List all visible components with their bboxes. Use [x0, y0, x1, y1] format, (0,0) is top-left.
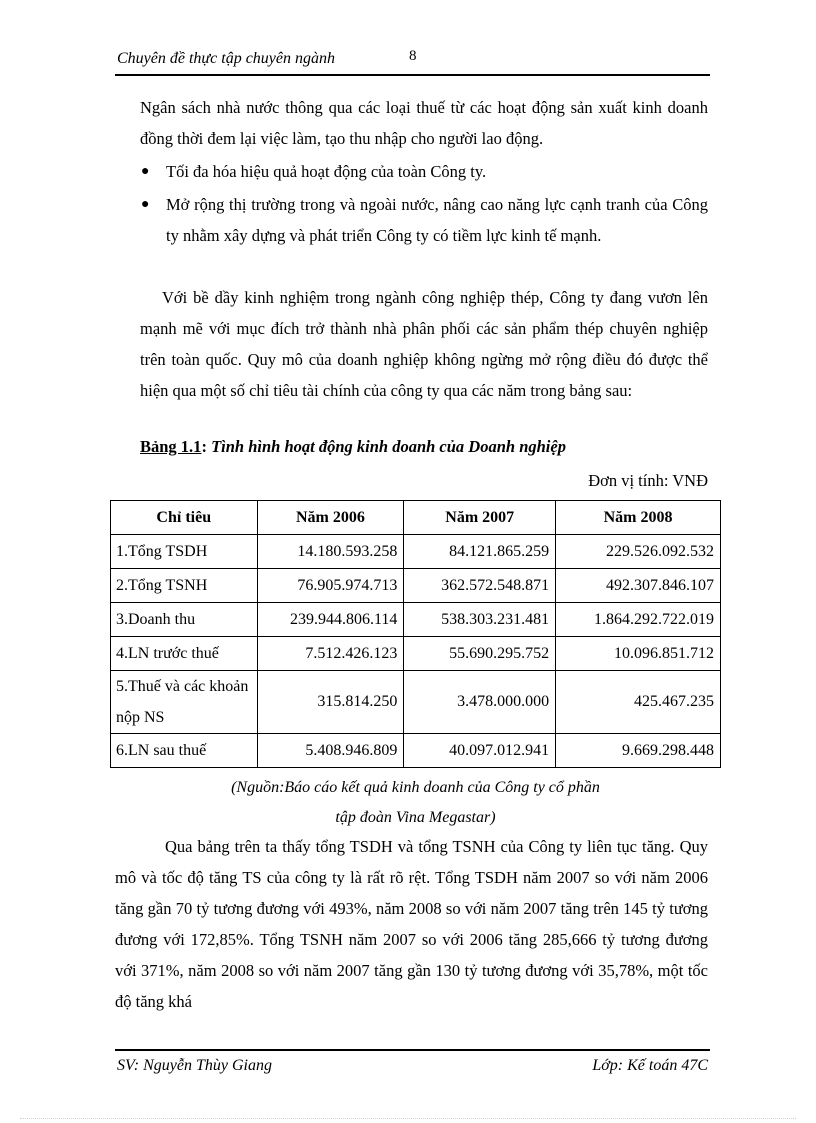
table-cell: 76.905.974.713: [257, 569, 404, 603]
table-row: [111, 734, 721, 768]
table-row: [111, 637, 721, 671]
row-label: 3.Doanh thu: [111, 603, 258, 637]
row-label: 1.Tổng TSDH: [111, 535, 258, 569]
table-cell: 5.408.946.809: [257, 734, 404, 768]
table-header-row: [111, 501, 721, 535]
column-header: Năm 2006: [257, 501, 404, 535]
bullet-icon: ●: [141, 197, 150, 212]
table-caption: [140, 437, 566, 457]
source-line: (Nguồn:Báo cáo kết quả kinh doanh của Công ty cổ phần: [231, 779, 600, 796]
table-cell: 1.864.292.722.019: [556, 603, 721, 637]
bullet-text: Tối đa hóa hiệu quả hoạt động của toàn Công ty.: [166, 162, 487, 181]
table-caption-label: Bảng 1.1: [140, 437, 202, 456]
table-cell: 3.478.000.000: [404, 671, 556, 734]
page-number: 8: [409, 48, 417, 64]
financial-table: [110, 500, 721, 768]
table-row: [111, 671, 721, 734]
table-row: [111, 535, 721, 569]
table-cell: 9.669.298.448: [556, 734, 721, 768]
table-cell: 84.121.865.259: [404, 535, 556, 569]
bullet-text: Mở rộng thị trường trong và ngoài nước, nâng cao năng lực cạnh tranh của Công ty nhằm xây dựng và phát triển Công ty có tiềm lực kinh tế mạnh.: [166, 195, 708, 245]
table-cell: 239.944.806.114: [257, 603, 404, 637]
source-line: tập đoàn Vina Megastar): [335, 809, 496, 826]
table-unit: Đơn vị tính: VNĐ: [588, 471, 708, 490]
footer-class: Lớp: Kế toán 47C: [592, 1057, 708, 1074]
table-cell: 229.526.092.532: [556, 535, 721, 569]
table-row: [111, 569, 721, 603]
table-cell: 538.303.231.481: [404, 603, 556, 637]
page-bottom-divider: [20, 1118, 796, 1119]
row-label: 5.Thuế và các khoản nộp NS: [111, 671, 258, 734]
row-label: 6.LN sau thuế: [111, 734, 258, 768]
row-label: 4.LN trước thuế: [111, 637, 258, 671]
table-cell: 315.814.250: [257, 671, 404, 734]
page-header: [115, 48, 710, 76]
table-cell: 492.307.846.107: [556, 569, 721, 603]
paragraph-experience: Với bề dầy kinh nghiệm trong ngành công nghiệp thép, Công ty đang vươn lên mạnh mẽ với mục đích trở thành nhà phân phối các sản phẩm thép chuyên nghiệp trên toàn quốc. Quy mô của doanh nghiệp không ngừng mở rộng điều đó được thể hiện qua một số chỉ tiêu tài chính của công ty qua các năm trong bảng sau:: [140, 288, 708, 400]
column-header: Năm 2007: [404, 501, 556, 535]
table-cell: 40.097.012.941: [404, 734, 556, 768]
paragraph-analysis: Qua bảng trên ta thấy tổng TSDH và tổng TSNH của Công ty liên tục tăng. Quy mô và tốc độ tăng TS của công ty là rất rõ rệt. Tổng TSDH năm 2007 so với năm 2006 tăng gần 70 tỷ tương đương với 493%, năm 2008 so với năm 2007 tăng trên 145 tỷ tương đương với 172,85%. Tổng TSNH năm 2007 so với 2006 tăng 285,666 tỷ tương đương với 371%, năm 2008 so với năm 2007 tăng gần 130 tỷ tương đương với 35,78%, một tốc độ tăng khá: [115, 837, 708, 1011]
footer-student: SV: Nguyễn Thùy Giang: [117, 1057, 272, 1074]
table-caption-separator: :: [201, 437, 212, 456]
table-row: [111, 603, 721, 637]
header-title: Chuyên đề thực tập chuyên ngành: [117, 50, 335, 67]
table-cell: 362.572.548.871: [404, 569, 556, 603]
table-cell: 14.180.593.258: [257, 535, 404, 569]
table-cell: 55.690.295.752: [404, 637, 556, 671]
table-cell: 10.096.851.712: [556, 637, 721, 671]
table-caption-title: Tình hình hoạt động kinh doanh của Doanh nghiệp: [211, 437, 566, 456]
row-label: 2.Tổng TSNH: [111, 569, 258, 603]
table-cell: 7.512.426.123: [257, 637, 404, 671]
column-header: Chỉ tiêu: [111, 501, 258, 535]
page-footer: [115, 1049, 710, 1074]
bullet-icon: ●: [141, 164, 150, 179]
table-cell: 425.467.235: [556, 671, 721, 734]
column-header: Năm 2008: [556, 501, 721, 535]
bullet-item: [140, 189, 708, 283]
table-source: [110, 773, 721, 833]
paragraph-intro: Ngân sách nhà nước thông qua các loại thuế từ các hoạt động sản xuất kinh doanh đồng thời đem lại việc làm, tạo thu nhập cho người lao động.: [140, 98, 708, 148]
